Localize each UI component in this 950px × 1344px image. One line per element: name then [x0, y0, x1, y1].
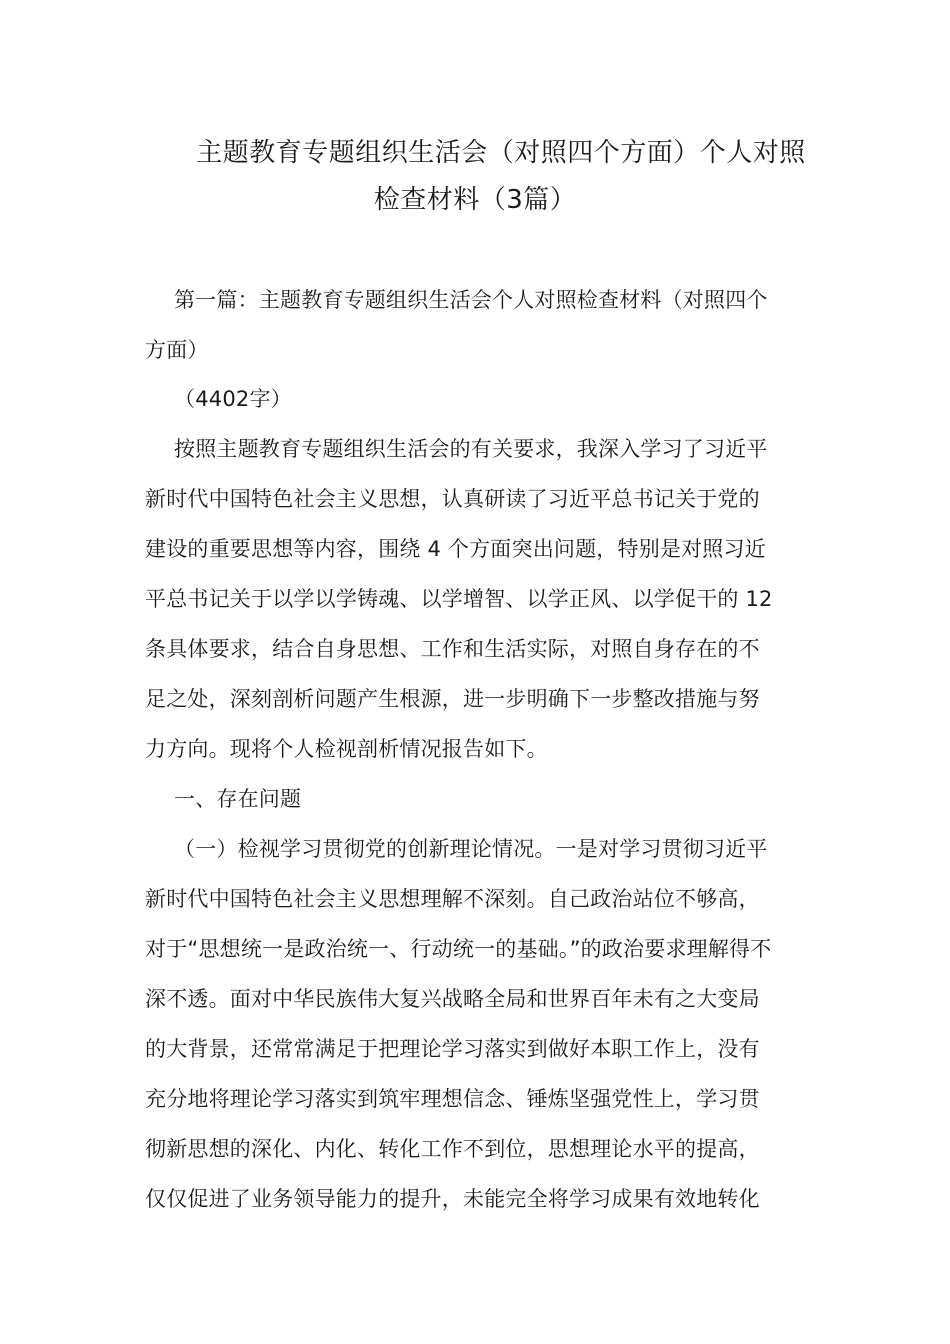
paragraph-line: 彻新思想的深化、内化、转化工作不到位，思想理论水平的提高，: [145, 1137, 760, 1161]
chapter-heading-line-2: 方面）: [145, 338, 209, 362]
paragraph-line: 仅仅促进了业务领导能力的提升，未能完全将学习成果有效地转化: [145, 1187, 760, 1211]
paragraph-line: 充分地将理论学习落实到筑牢理想信念、锤炼坚强党性上，学习贯: [145, 1087, 760, 1111]
paragraph-line: 条具体要求，结合自身思想、工作和生活实际，对照自身存在的不: [145, 637, 760, 661]
paragraph-line: 建设的重要思想等内容，围绕 4 个方面突出问题，特别是对照习近: [145, 537, 766, 561]
word-count: （4402字）: [174, 387, 292, 411]
paragraph-line: 对于“思想统一是政治统一、行动统一的基础。”的政治要求理解得不: [145, 937, 772, 961]
paragraph-line: 平总书记关于以学以学铸魂、以学增智、以学正风、以学促干的 12: [145, 587, 773, 611]
paragraph-line: 深不透。面对中华民族伟大复兴战略全局和世界百年未有之大变局: [145, 987, 760, 1011]
paragraph-line: 新时代中国特色社会主义思想理解不深刻。自己政治站位不够高，: [145, 887, 760, 911]
document-title-line-1: 主题教育专题组织生活会（对照四个方面）个人对照: [196, 138, 806, 168]
paragraph-line: 按照主题教育专题组织生活会的有关要求，我深入学习了习近平: [174, 437, 768, 461]
section-heading: 一、存在问题: [174, 787, 302, 811]
paragraph-line: 力方向。现将个人检视剖析情况报告如下。: [145, 737, 548, 761]
paragraph-line: 足之处，深刻剖析问题产生根源，进一步明确下一步整改措施与努: [145, 687, 760, 711]
paragraph-line: （一）检视学习贯彻党的创新理论情况。一是对学习贯彻习近平: [174, 837, 768, 861]
paragraph-line: 的大背景，还常常满足于把理论学习落实到做好本职工作上，没有: [145, 1037, 760, 1061]
chapter-heading-line-1: 第一篇：主题教育专题组织生活会个人对照检查材料（对照四个: [174, 288, 768, 312]
paragraph-line: 新时代中国特色社会主义思想，认真研读了习近平总书记关于党的: [145, 487, 760, 511]
document-title-line-2: 检查材料（3篇）: [373, 185, 577, 215]
